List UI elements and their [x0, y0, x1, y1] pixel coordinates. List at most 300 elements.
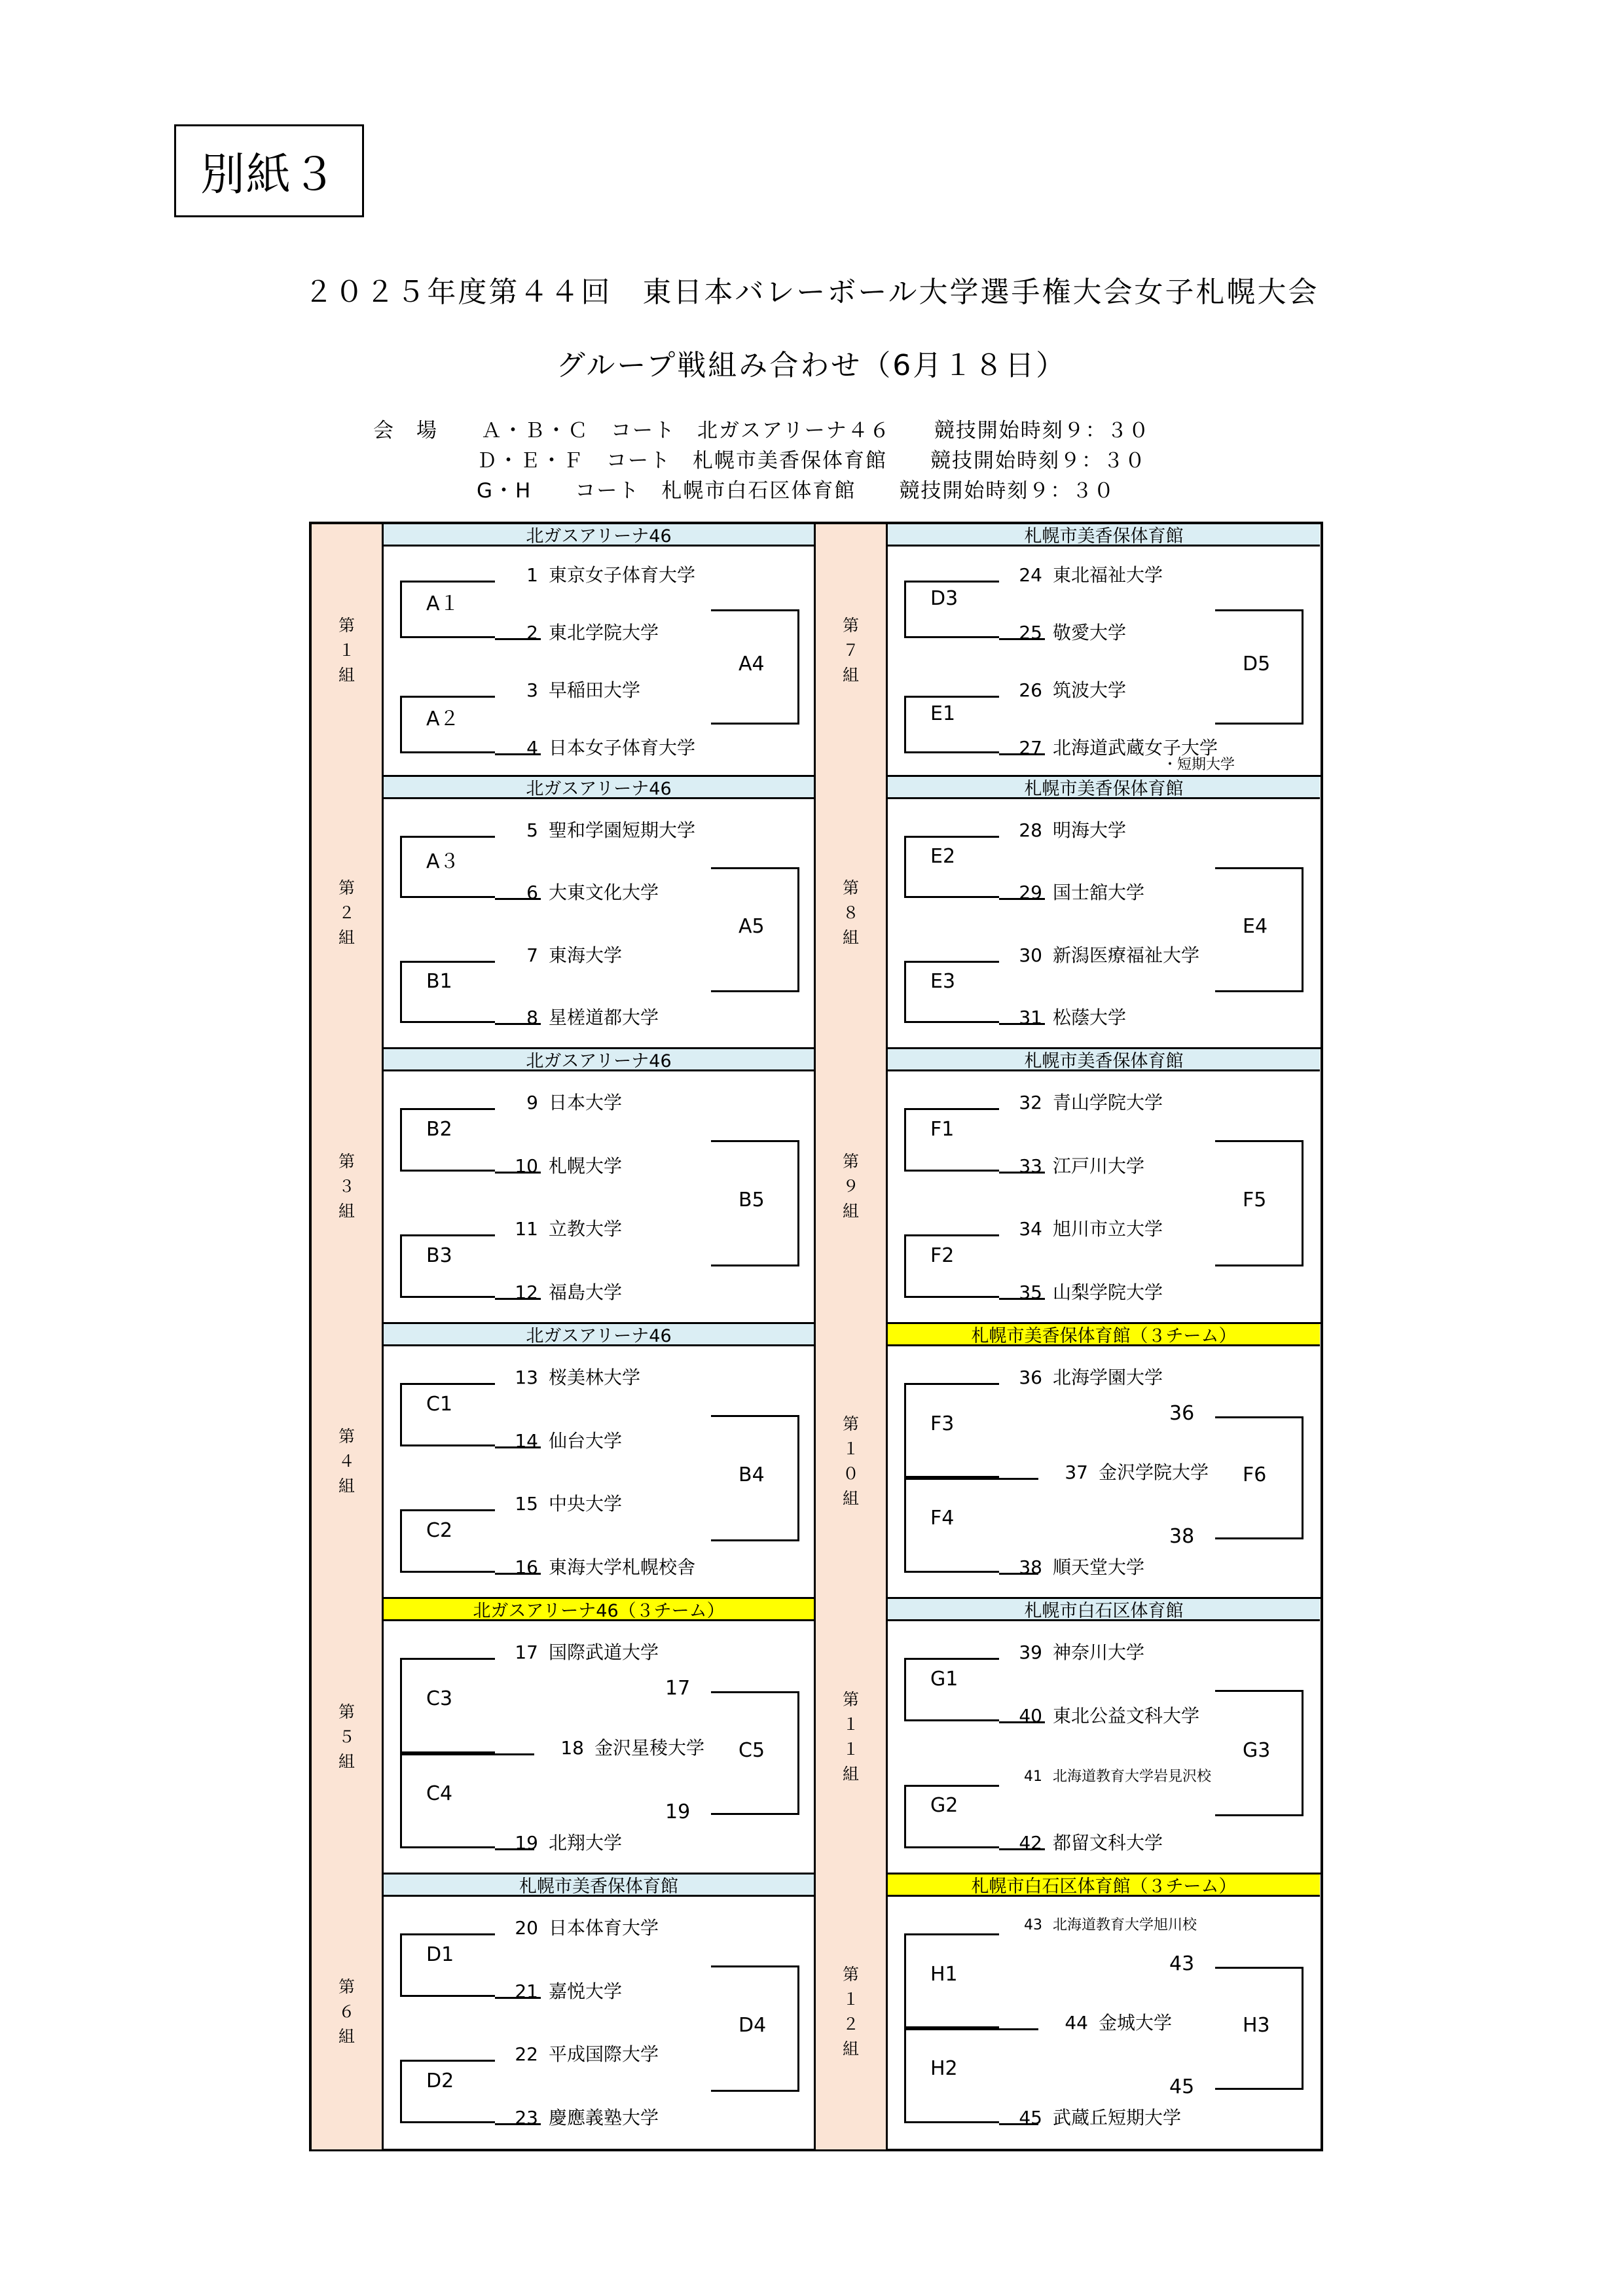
team-name: 嘉悦大学 [549, 1980, 623, 2002]
team-number: 20 [515, 1917, 538, 1939]
group-label-char: 第 [842, 1965, 859, 1984]
venue-header: 北ガスアリーナ46 [384, 1049, 814, 1071]
venue-header: 北ガスアリーナ46（３チーム） [384, 1599, 814, 1621]
team-entry [501, 1829, 622, 1855]
team-number: 8 [526, 1007, 538, 1029]
match-label: D2 [426, 2069, 454, 2092]
group-label-char: 第 [842, 1689, 859, 1709]
team-entry [547, 1734, 704, 1760]
bracket-line [999, 753, 1045, 755]
group-label-text [841, 1412, 861, 1511]
bracket-line [999, 2028, 1038, 2030]
match-label: E4 [1243, 915, 1268, 938]
team-entry [1006, 1088, 1163, 1115]
group-label-char: 組 [842, 666, 859, 685]
group-label-char: １ [842, 1714, 859, 1734]
team-name: 新潟医療福祉大学 [1053, 944, 1200, 966]
group-panel [384, 777, 816, 1049]
team-number: 39 [1019, 1641, 1042, 1664]
group-label-char: １ [842, 1990, 859, 2009]
group-label [312, 1874, 384, 2149]
bracket-line [495, 2123, 541, 2125]
group-label-char: 組 [338, 1202, 355, 1221]
team-entry [501, 816, 695, 842]
bracket-line [495, 1573, 541, 1575]
team-entry [501, 1638, 659, 1664]
match-label: B2 [426, 1117, 452, 1141]
team-entry [1006, 1553, 1144, 1579]
team-number: 38 [1019, 1556, 1042, 1578]
team-name: 東北学院大学 [549, 622, 659, 643]
match-label: D5 [1243, 653, 1271, 675]
team-entry [1006, 619, 1126, 645]
group-label-char: 組 [338, 1751, 355, 1771]
venue-header: 北ガスアリーナ46 [384, 1324, 814, 1346]
team-number: 21 [515, 1980, 538, 2002]
match-label: B5 [739, 1189, 765, 1211]
group-panel [888, 1599, 1320, 1874]
group-label-char: 組 [338, 2027, 355, 2046]
group-label [312, 777, 384, 1049]
team-entry [1006, 1215, 1163, 1241]
group-label-char: 組 [842, 1764, 859, 1784]
group-label-text [337, 1149, 357, 1224]
bracket-grid [309, 522, 1323, 2151]
team-name: 星槎道都大学 [549, 1007, 659, 1029]
group-panel [384, 1599, 816, 1874]
page-title: ２０２５年度第４４回 東日本バレーボール大学選手権大会女子札幌大会 [304, 276, 1319, 309]
team-entry [501, 676, 640, 702]
venue-header: 札幌市美香保体育館 [888, 1049, 1320, 1071]
match-label: H1 [930, 1962, 958, 1986]
venue-header: 札幌市白石区体育館 [888, 1599, 1320, 1621]
team-entry [501, 1278, 622, 1304]
group-label-char: 第 [338, 1427, 355, 1446]
group-label-char: 第 [842, 1152, 859, 1171]
team-name: 北海道教育大学岩見沢校 [1053, 1768, 1212, 1785]
group-label-char: 第 [338, 878, 355, 897]
team-name: 順天堂大学 [1053, 1556, 1145, 1578]
team-entry [501, 561, 695, 587]
match-label: H3 [1243, 2014, 1270, 2037]
group-label [816, 777, 888, 1049]
team-entry [501, 734, 695, 760]
team-number: 25 [1019, 622, 1042, 643]
bracket-line [999, 2123, 1038, 2125]
match-label: C1 [426, 1392, 453, 1416]
team-number: 31 [1019, 1007, 1042, 1029]
group-label-text [337, 876, 357, 950]
team-number: 9 [526, 1092, 538, 1114]
team-number: 10 [515, 1155, 538, 1177]
match-label: F3 [930, 1412, 955, 1435]
seed-label: 17 [665, 1677, 691, 1700]
team-name: 国士舘大学 [1053, 882, 1145, 904]
team-entry [501, 1003, 659, 1030]
team-name: 福島大学 [549, 1281, 623, 1303]
group-label-char: 第 [842, 616, 859, 635]
group-label-char: 組 [842, 2039, 859, 2058]
match-label: B3 [426, 1244, 452, 1267]
bracket-line [999, 1478, 1038, 1480]
team-name: 武蔵丘短期大学 [1053, 2106, 1182, 2128]
team-entry [501, 1152, 622, 1178]
team-name: 立教大学 [549, 1218, 623, 1240]
bracket-line [999, 1721, 1045, 1723]
seed-label: 36 [1169, 1401, 1195, 1425]
team-number: 6 [526, 882, 538, 904]
team-name: 東京女子体育大学 [549, 564, 696, 586]
team-number: 42 [1019, 1831, 1042, 1854]
group-label-text [841, 1962, 861, 2062]
team-number: 19 [515, 1831, 538, 1854]
group-label-text [841, 613, 861, 688]
group-label-char: 第 [338, 1977, 355, 1996]
team-name: 松蔭大学 [1053, 1007, 1127, 1029]
team-entry [501, 1977, 622, 2003]
group-label-char: ５ [338, 1727, 355, 1746]
seed-label: 43 [1169, 1952, 1195, 1975]
group-label-text [337, 613, 357, 688]
match-label: E3 [930, 969, 956, 993]
team-entry [501, 2104, 659, 2130]
team-number: 26 [1019, 679, 1042, 701]
match-label: B4 [739, 1463, 765, 1486]
seed-label: 19 [665, 1800, 691, 1823]
bracket-line [495, 1172, 541, 1174]
group-label-char: 第 [338, 616, 355, 635]
team-number: 4 [526, 737, 538, 759]
team-name: 東海大学 [549, 944, 623, 966]
bracket-line [999, 1298, 1045, 1300]
team-name: 筑波大学 [1053, 679, 1127, 701]
team-entry [501, 1088, 622, 1115]
team-number: 18 [560, 1736, 584, 1759]
group-label-char: ９ [842, 1177, 859, 1196]
group-panel [384, 1324, 816, 1599]
match-label: F6 [1243, 1463, 1267, 1486]
group-row [312, 524, 1321, 777]
team-number: 23 [515, 2106, 538, 2128]
team-entry [1006, 2104, 1181, 2130]
group-label-char: ２ [842, 2015, 859, 2034]
team-name: 大東文化大学 [549, 882, 659, 904]
group-label-char: 組 [842, 1202, 859, 1221]
bracket-line [495, 1753, 534, 1755]
team-name: 北海道教育大学旭川校 [1053, 1917, 1197, 1934]
team-name: 北海道武蔵女子大学 [1053, 737, 1218, 759]
match-label: F1 [930, 1117, 955, 1141]
team-entry [1006, 1765, 1211, 1785]
venue-header: 北ガスアリーナ46 [384, 777, 814, 799]
team-entry [501, 1215, 622, 1241]
match-label: A３ [426, 850, 460, 873]
seed-label: 45 [1169, 2075, 1195, 2099]
team-number: 44 [1065, 2012, 1088, 2034]
group-label [312, 1049, 384, 1324]
group-label-text [337, 1424, 357, 1499]
team-entry [1051, 2009, 1172, 2035]
team-number: 33 [1019, 1155, 1042, 1177]
match-label: F5 [1243, 1189, 1267, 1211]
group-label-char: 第 [338, 1702, 355, 1721]
match-label: C3 [426, 1687, 453, 1710]
team-number: 40 [1019, 1705, 1042, 1727]
attachment-label: 別紙３ [174, 124, 364, 217]
team-name: 聖和学園短期大学 [549, 819, 696, 841]
team-number: 45 [1019, 2106, 1042, 2128]
team-name: 早稲田大学 [549, 679, 641, 701]
group-label-char: 組 [338, 666, 355, 685]
team-entry [1006, 1914, 1197, 1934]
team-name: 北海学園大学 [1053, 1367, 1163, 1389]
group-label-char: ４ [338, 1452, 355, 1471]
match-label: A5 [739, 915, 765, 938]
team-name: 中央大学 [549, 1493, 623, 1515]
team-name: 都留文科大学 [1053, 1831, 1163, 1854]
group-label [816, 1599, 888, 1874]
team-name: 金沢学院大学 [1099, 1462, 1209, 1483]
team-entry [1006, 676, 1126, 702]
team-name: 東海大学札幌校舎 [549, 1556, 696, 1578]
group-label-char: ７ [842, 641, 859, 660]
team-number: 2 [526, 622, 538, 643]
bracket-line [999, 1848, 1045, 1850]
group-label-text [337, 1975, 357, 2049]
team-name: 慶應義塾大学 [549, 2106, 659, 2128]
venue-line-1: 会 場 Ａ・Ｂ・Ｃ コート 北ガスアリーナ４６ 競技開始時刻９：３０ [373, 419, 1150, 442]
team-entry [501, 941, 622, 967]
venue-header: 札幌市白石区体育館（３チーム） [888, 1874, 1320, 1897]
bracket-line [999, 1573, 1038, 1575]
bracket-line [495, 1023, 541, 1025]
bracket-line [999, 898, 1045, 900]
venue-line-3: G・H コート 札幌市白石区体育館 競技開始時刻９：３０ [477, 479, 1116, 503]
group-panel [384, 1874, 816, 2149]
group-panel [384, 1049, 816, 1324]
group-label-char: ８ [842, 903, 859, 922]
team-entry [1006, 1702, 1199, 1728]
team-number: 11 [515, 1218, 538, 1240]
team-name: 国際武道大学 [549, 1641, 659, 1664]
team-entry [1006, 1278, 1163, 1304]
match-label: G3 [1243, 1738, 1271, 1762]
group-label-char: 組 [338, 928, 355, 947]
page-subtitle: グループ戦組み合わせ（6月１８日） [556, 349, 1067, 382]
team-name: 桜美林大学 [549, 1367, 641, 1389]
team-number: 3 [526, 679, 538, 701]
team-number: 5 [526, 819, 538, 841]
team-name: 旭川市立大学 [1053, 1218, 1163, 1240]
team-entry [1006, 1152, 1144, 1178]
team-name: 札幌大学 [549, 1155, 623, 1177]
group-row [312, 1324, 1321, 1599]
team-name: 金城大学 [1099, 2012, 1173, 2034]
team-name: 青山学院大学 [1053, 1092, 1163, 1114]
team-number: 35 [1019, 1281, 1042, 1303]
match-label: C5 [739, 1738, 765, 1762]
group-label-text [841, 1149, 861, 1224]
group-label [816, 524, 888, 777]
group-label-char: 組 [338, 1477, 355, 1496]
group-label-text [841, 876, 861, 950]
team-number: 27 [1019, 737, 1042, 759]
group-panel [888, 1049, 1320, 1324]
team-number: 24 [1019, 564, 1042, 586]
team-number: 12 [515, 1281, 538, 1303]
group-label-char: ３ [338, 1177, 355, 1196]
group-panel [888, 777, 1320, 1049]
group-label-char: 第 [842, 1414, 859, 1433]
group-panel [888, 524, 1320, 777]
team-number: 16 [515, 1556, 538, 1578]
team-name: 江戸川大学 [1053, 1155, 1145, 1177]
team-entry [1006, 561, 1163, 587]
group-label-char: １ [842, 1439, 859, 1458]
team-name: 日本女子体育大学 [549, 737, 696, 759]
team-name: 明海大学 [1053, 819, 1127, 841]
team-number: 34 [1019, 1218, 1042, 1240]
venue-header: 北ガスアリーナ46 [384, 524, 814, 547]
match-label: D3 [930, 587, 958, 610]
group-label-char: １ [338, 641, 355, 660]
match-label: A4 [739, 653, 765, 675]
match-label: A２ [426, 708, 460, 730]
team-name: 東北福祉大学 [1053, 564, 1163, 586]
team-entry [501, 878, 659, 905]
team-number: 17 [515, 1641, 538, 1664]
venue-line-2: Ｄ・Ｅ・Ｆ コート 札幌市美香保体育館 競技開始時刻９：３０ [477, 449, 1146, 473]
venue-header: 札幌市美香保体育館（３チーム） [888, 1324, 1320, 1346]
team-name: 東北公益文科大学 [1053, 1705, 1200, 1727]
bracket-line [495, 1446, 541, 1448]
group-label [816, 1324, 888, 1599]
team-entry [1051, 1458, 1209, 1484]
team-entry [1006, 1003, 1126, 1030]
team-number: 14 [515, 1429, 538, 1452]
team-number: 13 [515, 1367, 538, 1389]
team-name: 金沢星稜大学 [594, 1736, 705, 1759]
group-label [816, 1049, 888, 1324]
team-name: 北翔大学 [549, 1831, 623, 1854]
group-label-char: １ [842, 1739, 859, 1759]
group-row [312, 777, 1321, 1049]
team-number: 36 [1019, 1367, 1042, 1389]
seed-label: 38 [1169, 1525, 1195, 1549]
group-label [312, 524, 384, 777]
team-name: 仙台大学 [549, 1429, 623, 1452]
team-entry [501, 1490, 622, 1516]
team-number: 28 [1019, 819, 1042, 841]
venue-header: 札幌市美香保体育館 [888, 524, 1320, 547]
group-label-char: 組 [842, 1489, 859, 1508]
team-number: 43 [1024, 1917, 1042, 1934]
match-label: E1 [930, 702, 956, 725]
team-entry [1006, 1363, 1163, 1390]
match-label: C2 [426, 1518, 453, 1542]
team-name: 神奈川大学 [1053, 1641, 1145, 1664]
team-entry [1006, 1829, 1163, 1855]
group-row [312, 1874, 1321, 2149]
team-number: 29 [1019, 882, 1042, 904]
match-label: G1 [930, 1667, 958, 1691]
team-number: 1 [526, 564, 538, 586]
group-label-text [841, 1687, 861, 1787]
bracket-line [495, 898, 541, 900]
venue-header: 札幌市美香保体育館 [384, 1874, 814, 1897]
team-entry [501, 619, 659, 645]
team-number: 15 [515, 1493, 538, 1515]
group-label-char: ０ [842, 1464, 859, 1483]
team-entry [501, 1553, 695, 1579]
bracket-line [495, 753, 541, 755]
match-label: B1 [426, 969, 452, 993]
team-entry [501, 1427, 622, 1453]
group-label-char: ２ [338, 903, 355, 922]
team-number: 7 [526, 944, 538, 966]
bracket-line [495, 1997, 541, 1999]
match-label: F4 [930, 1507, 955, 1530]
team-name: 山梨学院大学 [1053, 1281, 1163, 1303]
group-row [312, 1049, 1321, 1324]
match-label: H2 [930, 2057, 958, 2081]
group-label [816, 1874, 888, 2149]
team-name-continued: ・短期大学 [1163, 757, 1235, 773]
match-label: E2 [930, 844, 956, 868]
group-label [312, 1324, 384, 1599]
group-label-char: 第 [842, 878, 859, 897]
group-label-text [337, 1700, 357, 1774]
group-label [312, 1599, 384, 1874]
team-name: 日本大学 [549, 1092, 623, 1114]
group-panel [888, 1874, 1320, 2149]
team-number: 37 [1065, 1462, 1088, 1483]
group-panel [384, 524, 816, 777]
bracket-line [999, 1172, 1045, 1174]
team-entry [1006, 878, 1144, 905]
team-entry [501, 1914, 659, 1940]
match-label: F2 [930, 1244, 955, 1267]
team-name: 平成国際大学 [549, 2043, 659, 2066]
team-number: 22 [515, 2043, 538, 2066]
team-entry [501, 2040, 659, 2066]
group-label-char: 組 [842, 928, 859, 947]
bracket-line [495, 638, 541, 640]
team-name: 敬愛大学 [1053, 622, 1127, 643]
match-label: D4 [739, 2014, 767, 2037]
bracket-line [999, 638, 1045, 640]
match-label: G2 [930, 1794, 958, 1818]
match-label: C4 [426, 1782, 453, 1806]
bracket-line [495, 1298, 541, 1300]
group-label-char: ６ [338, 2002, 355, 2021]
team-entry [1006, 941, 1199, 967]
group-row [312, 1599, 1321, 1874]
team-entry [1006, 1638, 1144, 1664]
team-number: 30 [1019, 944, 1042, 966]
match-label: A１ [426, 592, 460, 615]
match-label: D1 [426, 1943, 454, 1966]
team-number: 41 [1024, 1768, 1042, 1785]
bracket-line [999, 1023, 1045, 1025]
team-entry [501, 1363, 640, 1390]
group-label-char: 第 [338, 1152, 355, 1171]
team-name: 日本体育大学 [549, 1917, 659, 1939]
team-number: 32 [1019, 1092, 1042, 1114]
team-entry [1006, 816, 1126, 842]
group-panel [888, 1324, 1320, 1599]
venue-header: 札幌市美香保体育館 [888, 777, 1320, 799]
